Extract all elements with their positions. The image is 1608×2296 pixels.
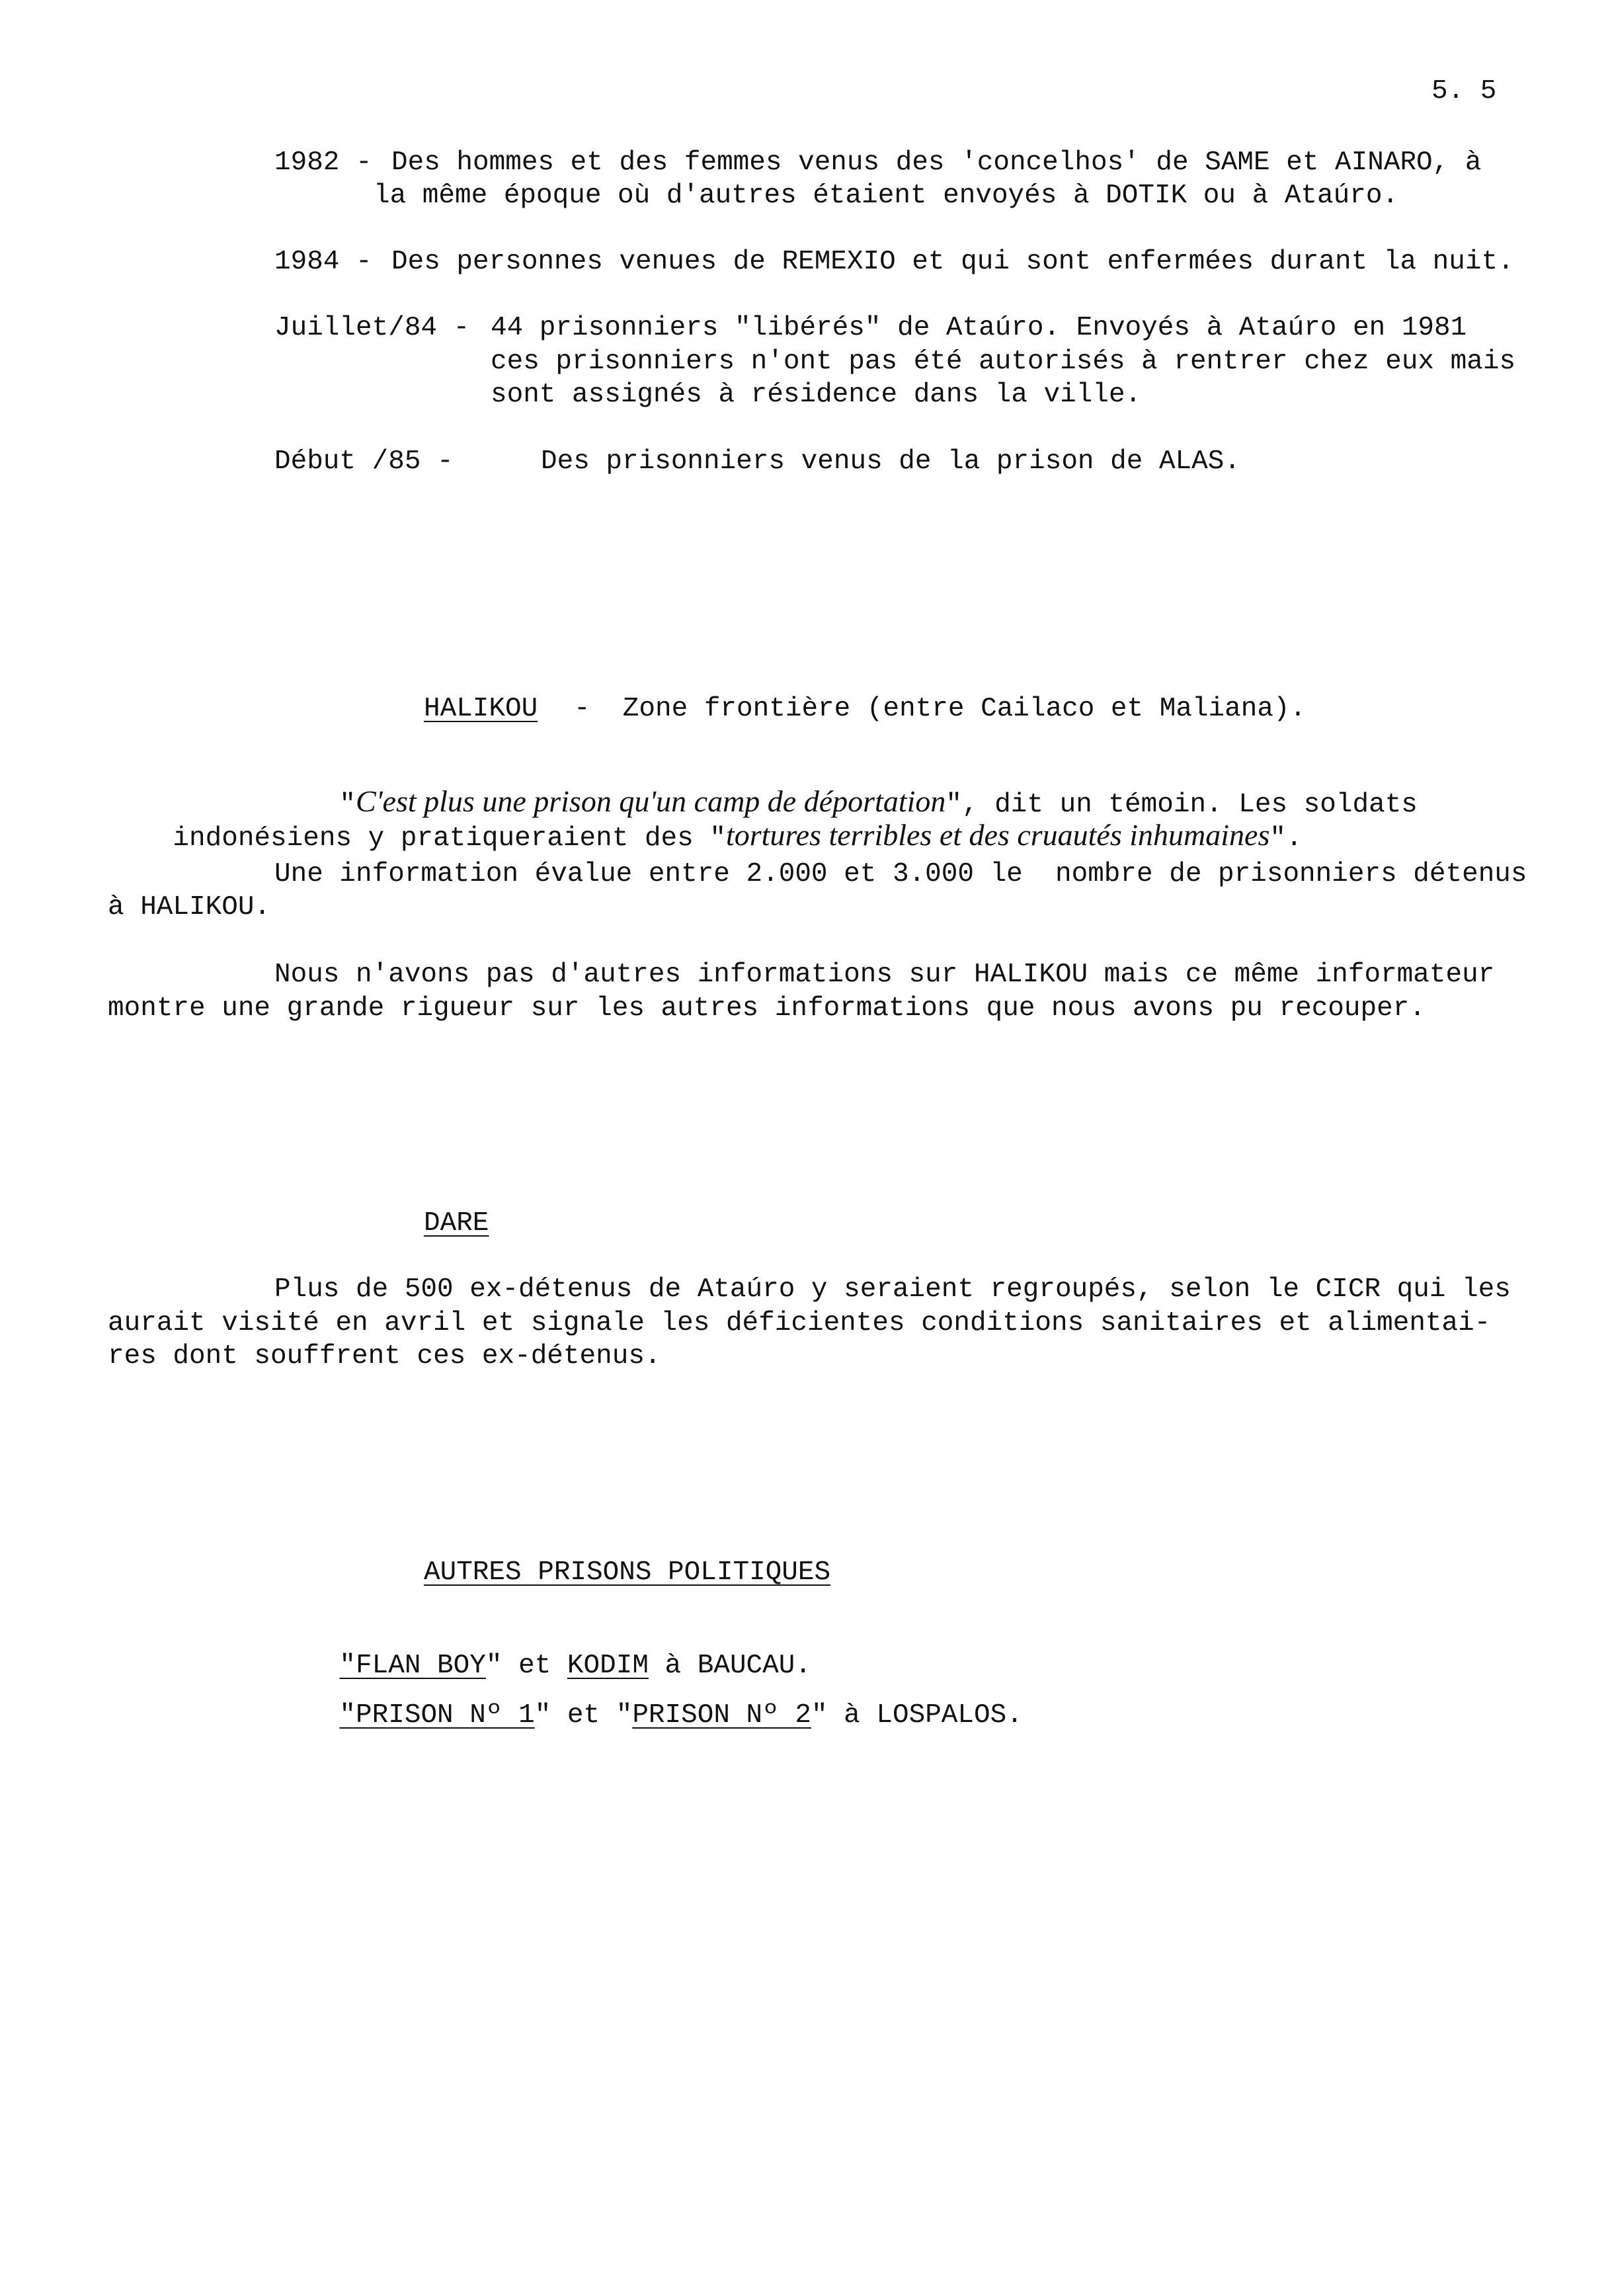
paragraph-text: Une information évalue entre 2.000 et 3.000 le nombre de prisonniers détenus	[274, 859, 1527, 889]
quote-text: C'est plus une prison qu'un camp de déportation	[356, 784, 946, 818]
paragraph-text: " à LOSPALOS.	[811, 1700, 1023, 1731]
prison-name: KODIM	[567, 1651, 649, 1681]
quote-mark: "	[339, 1700, 356, 1731]
entry-date: 1982 -	[274, 147, 372, 178]
prison-name: FLAN BOY	[356, 1651, 486, 1681]
entry-date: Juillet/84 -	[274, 313, 470, 343]
paragraph-text: ".	[1269, 823, 1303, 854]
section-heading: AUTRES PRISONS POLITIQUES	[424, 1557, 831, 1588]
section-heading: DARE	[424, 1208, 489, 1239]
quote-mark: "	[339, 790, 356, 820]
quote-mark: "	[339, 1651, 356, 1681]
entry-text: Des personnes venues de REMEXIO et qui sont enfermées durant la nuit.	[391, 247, 1514, 277]
paragraph-text: à HALIKOU.	[108, 892, 271, 922]
prison-list-item	[274, 1675, 1023, 1756]
paragraph-text: à BAUCAU.	[648, 1651, 811, 1681]
prison-name: PRISON Nº 1	[356, 1700, 535, 1731]
paragraph-text: res dont souffrent ces ex-détenus.	[108, 1341, 661, 1372]
entry-text: ces prisonniers n'ont pas été autorisés à rentrer chez eux mais	[491, 347, 1516, 377]
entry-text: la même époque où d'autres étaient envoyés à DOTIK ou à Ataúro.	[374, 181, 1399, 211]
entry-text: sont assignés à résidence dans la ville.	[491, 380, 1142, 410]
entry-date: 1984 -	[274, 247, 372, 277]
paragraph-text: " et	[485, 1651, 567, 1681]
section-heading: HALIKOU	[424, 694, 538, 724]
entry-text: Des hommes et des femmes venus des 'concelhos' de SAME et AINARO, à	[391, 147, 1482, 178]
quote-text: tortures terribles et des cruautés inhumaines	[725, 818, 1270, 852]
prison-name: PRISON Nº 2	[632, 1700, 811, 1731]
section-subtitle: - Zone frontière (entre Cailaco et Maliana).	[574, 694, 1306, 724]
page-number: 5. 5	[1431, 76, 1497, 106]
paragraph-text: " et "	[534, 1700, 633, 1731]
entry-text: 44 prisonniers "libérés" de Ataúro. Envoyés à Ataúro en 1981	[491, 313, 1467, 343]
paragraph-text: montre une grande rigueur sur les autres informations que nous avons pu recouper.	[108, 993, 1426, 1024]
paragraph-text: aurait visité en avril et signale les déficientes conditions sanitaires et alimentai-	[108, 1308, 1491, 1338]
paragraph-text: indonésiens y pratiqueraient des "	[173, 823, 726, 854]
paragraph-text: Nous n'avons pas d'autres informations sur HALIKOU mais ce même informateur	[274, 960, 1495, 990]
paragraph-text: ", dit un témoin. Les soldats	[945, 790, 1418, 820]
entry-date: Début /85 -	[274, 446, 454, 477]
paragraph-text: Plus de 500 ex-détenus de Ataúro y seraient regroupés, selon le CICR qui les	[274, 1274, 1511, 1305]
entry-text: Des prisonniers venus de la prison de ALAS.	[541, 446, 1240, 477]
